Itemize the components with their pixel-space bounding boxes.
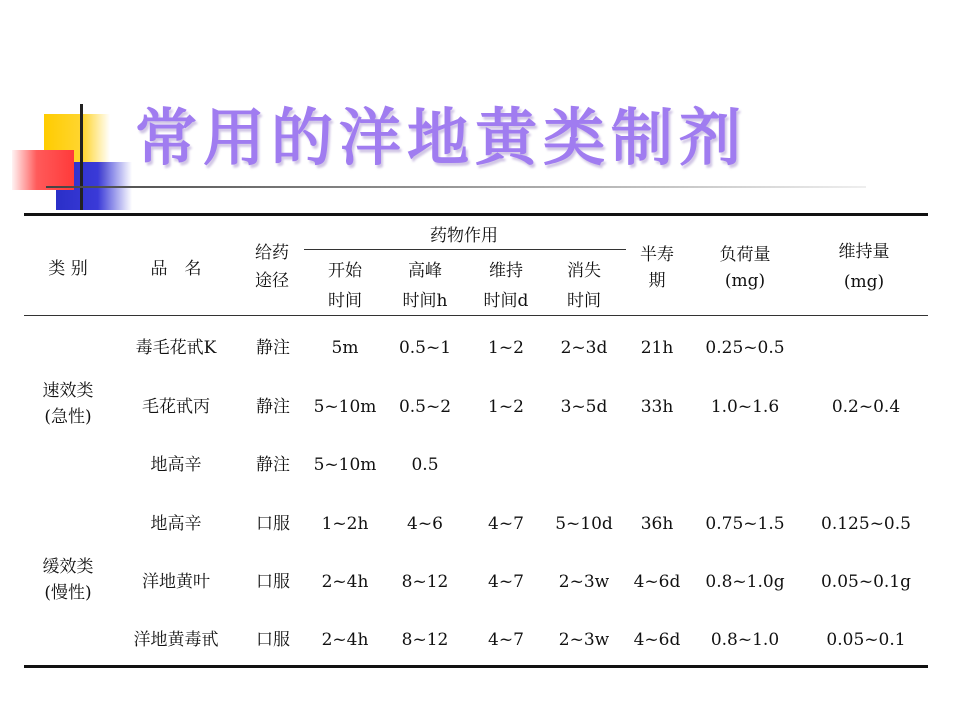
loading-dose: 0.8~1.0g [705,572,785,592]
table-top-rule [24,213,928,216]
disappear: 2~3d [560,338,608,358]
header-disappear: 消失 时间 [567,261,601,311]
route: 口服 [256,630,290,650]
half-life: 4~6d [633,572,681,592]
maintain-time: 1~2 [488,338,524,358]
disappear: 5~10d [555,514,613,534]
table-header-rule [24,315,928,316]
header-maintenance-dose: 维持量 (mg) [838,242,890,292]
header-action-group: 药物作用 [430,226,498,246]
maintenance-dose: 0.125~0.5 [821,514,911,534]
route: 口服 [256,572,290,592]
decor-title-underline [46,186,866,188]
header-onset: 开始 时间 [328,261,362,311]
peak: 8~12 [401,630,449,650]
group-label-fast: 速效类 (急性) [42,381,94,427]
drug-name: 洋地黄叶 [142,572,210,592]
half-life: 21h [640,338,674,358]
header-category: 类 别 [48,259,88,279]
maintain-time: 1~2 [488,397,524,417]
drug-name: 地高辛 [150,455,202,475]
maintain-time: 4~7 [488,630,524,650]
peak: 0.5~1 [398,338,452,358]
maintenance-dose: 0.05~0.1g [820,572,912,592]
peak: 8~12 [401,572,449,592]
loading-dose: 0.25~0.5 [705,338,785,358]
loading-dose: 0.8~1.0 [710,630,780,650]
route: 静注 [256,397,290,417]
onset: 2~4h [321,630,369,650]
drug-name: 地高辛 [150,514,202,534]
onset: 2~4h [321,572,369,592]
onset: 5m [331,338,359,358]
header-route: 给药 途径 [255,243,289,291]
peak: 0.5~2 [398,397,452,417]
drug-name: 洋地黄毒甙 [133,630,219,650]
onset: 5~10m [313,397,377,417]
maintain-time: 4~7 [488,514,524,534]
drug-name: 毛花甙丙 [142,397,210,417]
header-maintain-time: 维持 时间d [483,261,529,311]
half-life: 33h [640,397,674,417]
disappear: 2~3w [558,630,610,650]
table-bottom-rule [24,665,928,668]
half-life: 36h [640,514,674,534]
action-group-rule [304,249,626,250]
header-half-life: 半寿 期 [640,245,674,291]
route: 口服 [256,514,290,534]
maintain-time: 4~7 [488,572,524,592]
route: 静注 [256,338,290,358]
onset: 5~10m [313,455,377,475]
maintenance-dose: 0.05~0.1 [826,630,906,650]
page-title: 常用的洋地黄类制剂 [135,101,748,174]
decor-red-square [12,150,74,190]
drug-name: 毒毛花甙K [135,338,217,358]
header-peak: 高峰 时间h [402,261,448,311]
decor-vertical-line [80,104,83,210]
peak: 0.5 [411,455,439,475]
disappear: 3~5d [560,397,608,417]
loading-dose: 0.75~1.5 [705,514,785,534]
group-label-slow: 缓效类 (慢性) [42,557,94,603]
disappear: 2~3w [558,572,610,592]
onset: 1~2h [321,514,369,534]
header-name: 品 名 [150,259,202,279]
fast-group-maintenance: 0.2~0.4 [831,397,901,417]
loading-dose: 1.0~1.6 [710,397,780,417]
peak: 4~6 [407,514,443,534]
half-life: 4~6d [633,630,681,650]
route: 静注 [256,455,290,475]
header-loading-dose: 负荷量 (mg) [719,245,771,291]
